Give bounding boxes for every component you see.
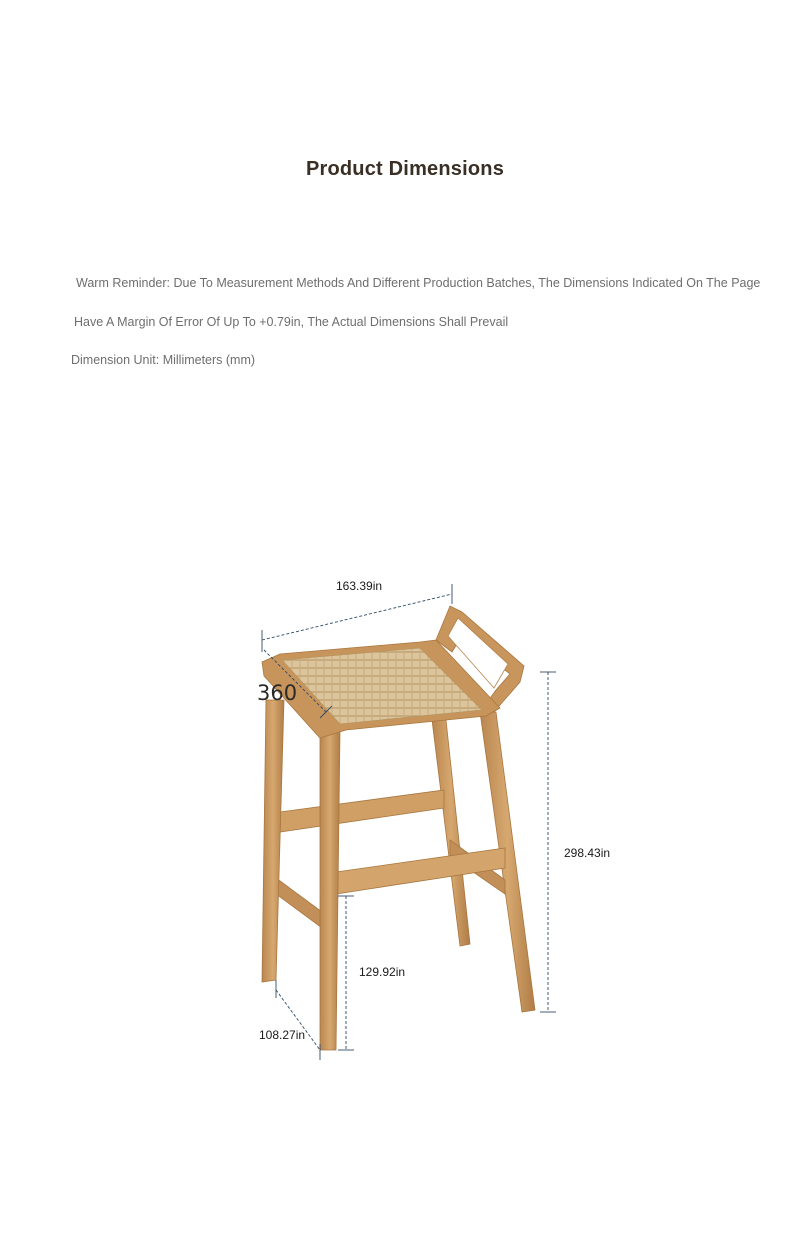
back-left-leg — [432, 720, 470, 946]
leg-spacing-label: 108.27in — [259, 1028, 306, 1042]
total-height-label: 298.43in — [564, 846, 611, 860]
warm-reminder-line-2: Have A Margin Of Error Of Up To +0.79in, The Actual Dimensions Shall Prevail — [74, 315, 509, 329]
front-right-leg — [320, 730, 340, 1050]
footrest-height-label: 129.92in — [359, 965, 406, 979]
warm-reminder-line-1: Warm Reminder: Due To Measurement Methods And Different Production Batches, The Dimensions Indicated On The Page — [76, 276, 761, 290]
upper-stretcher — [280, 790, 444, 832]
leg-spacing-dimension — [276, 980, 320, 1060]
front-left-leg — [262, 700, 284, 982]
page-title: Product Dimensions — [305, 158, 505, 180]
footrest-height-dimension — [338, 896, 354, 1050]
seat-depth-label: 360 — [257, 681, 298, 705]
lower-stretcher — [336, 848, 505, 894]
dimension-unit-note: Dimension Unit: Millimeters (mm) — [71, 353, 256, 367]
stool-dimension-diagram — [0, 560, 790, 1080]
total-height-dimension — [540, 672, 556, 1012]
seat-width-label: 163.39in — [336, 579, 383, 593]
